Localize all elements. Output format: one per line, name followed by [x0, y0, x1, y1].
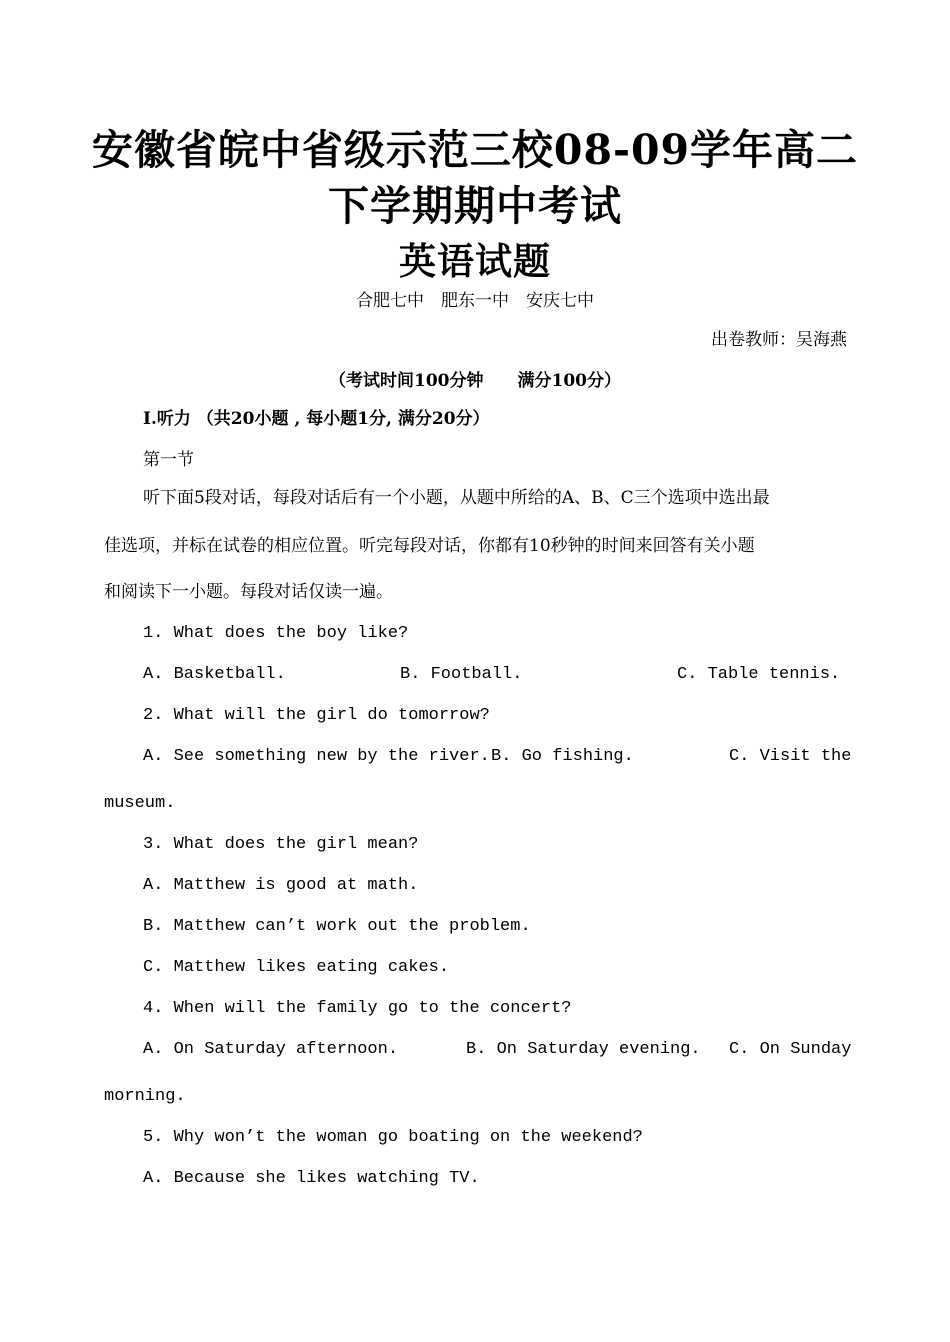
question-4-option-b: B. On Saturday evening. [466, 1040, 701, 1059]
question-3-option-c: C. Matthew likes eating cakes. [143, 958, 450, 977]
question-1-option-a: A. Basketball. [143, 665, 286, 684]
question-2-option-c: C. Visit the [729, 747, 852, 766]
title-line-3: 英语试题 [399, 239, 551, 283]
question-1-option-b: B. Football. [400, 665, 523, 684]
question-2-option-a: A. See something new by the river. [143, 747, 490, 766]
title-line-1: 安徽省皖中省级示范三校08-09学年高二 [91, 126, 859, 174]
question-4-option-a: A. On Saturday afternoon. [143, 1040, 399, 1059]
instructions-line-2: 佳选项，并标在试卷的相应位置。听完每段对话，你都有10秒钟的时间来回答有关小题 [104, 536, 755, 556]
schools-line: 合肥七中 肥东一中 安庆七中 [356, 291, 594, 311]
question-1-stem: 1. What does the boy like? [143, 624, 409, 643]
question-2-option-c-continued: museum. [104, 794, 176, 813]
exam-info: （考试时间100分钟 满分100分） [329, 371, 621, 391]
instructions-line-1: 听下面5段对话，每段对话后有一个小题，从题中所给的A、B、C三个选项中选出最 [143, 488, 770, 508]
question-5-stem: 5. Why won’t the woman go boating on the weekend? [143, 1128, 643, 1147]
part-label: 第一节 [143, 450, 194, 470]
author-line: 出卷教师：吴海燕 [711, 330, 847, 350]
question-4-option-c-continued: morning. [104, 1087, 186, 1106]
question-2-stem: 2. What will the girl do tomorrow? [143, 706, 490, 725]
section-heading: I.听力 （共20小题 , 每小题1分, 满分20分） [143, 409, 490, 429]
question-4-option-c: C. On Sunday [729, 1040, 852, 1059]
instructions-line-3: 和阅读下一小题。每段对话仅读一遍。 [104, 582, 393, 602]
title-line-2: 下学期期中考试 [328, 182, 622, 230]
question-4-stem: 4. When will the family go to the concert? [143, 999, 572, 1018]
question-5-option-a: A. Because she likes watching TV. [143, 1169, 480, 1188]
question-3-stem: 3. What does the girl mean? [143, 835, 419, 854]
question-3-option-a: A. Matthew is good at math. [143, 876, 419, 895]
question-2-option-b: B. Go fishing. [491, 747, 634, 766]
question-1-option-c: C. Table tennis. [677, 665, 841, 684]
question-3-option-b: B. Matthew can’t work out the problem. [143, 917, 531, 936]
